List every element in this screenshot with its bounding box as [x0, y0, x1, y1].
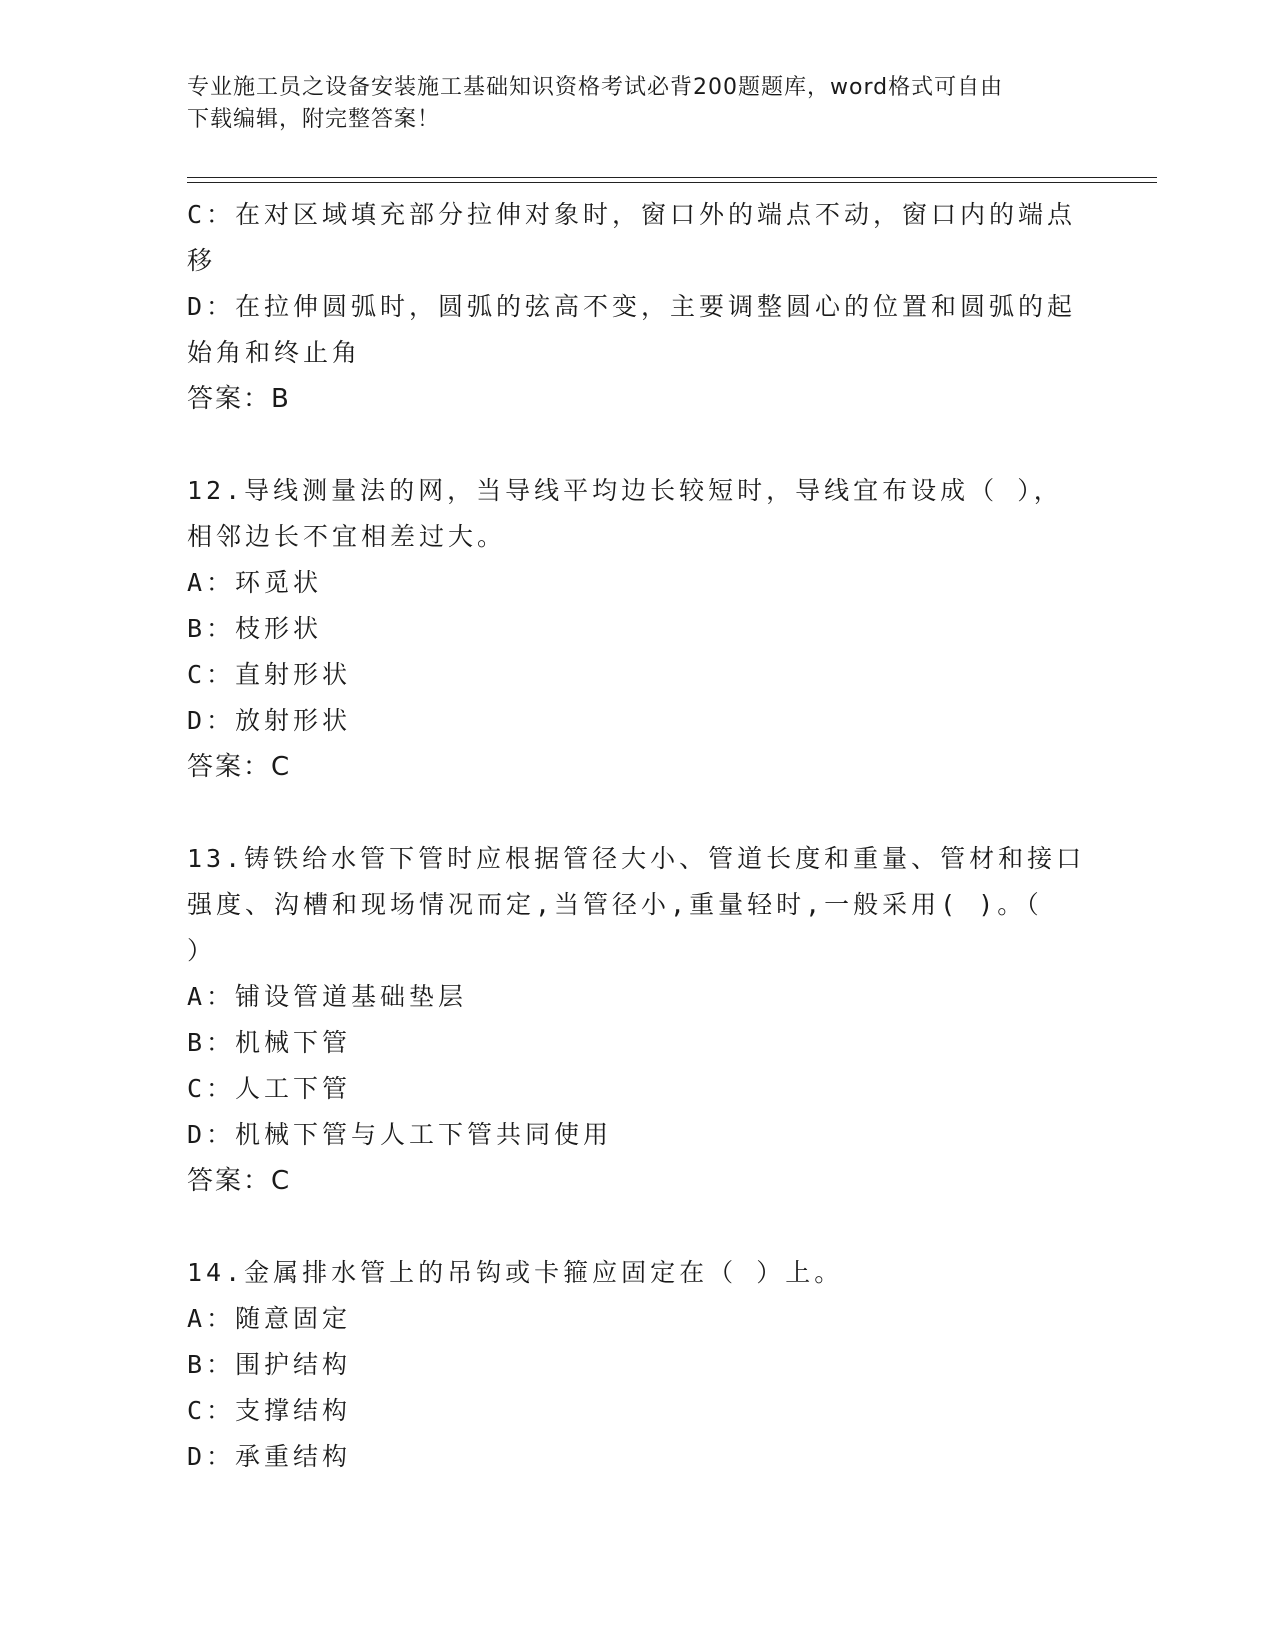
- answer-13: 答案：C: [187, 1166, 292, 1196]
- question-14-stem-line-1: 14.金属排水管上的吊钩或卡箍应固定在（ ）上。: [187, 1258, 844, 1287]
- question-13: [187, 836, 1087, 1204]
- document-header: [187, 72, 1067, 136]
- question-14-option-c: C：支撑结构: [187, 1396, 352, 1425]
- question-13-stem-line-2: 强度、沟槽和现场情况而定,当管径小,重量轻时,一般采用( )。（: [187, 890, 1043, 919]
- question-13-stem-line-3: ）: [187, 936, 217, 965]
- question-12-option-a: A：环觅状: [187, 568, 323, 597]
- answer-12: 答案：C: [187, 752, 292, 782]
- header-rule-bottom: [187, 182, 1157, 183]
- option-d-line-2: 始角和终止角: [187, 338, 362, 367]
- question-12-option-d: D：放射形状: [187, 706, 352, 735]
- question-12: [187, 468, 1087, 790]
- question-14-option-d: D：承重结构: [187, 1442, 352, 1471]
- question-14-option-b: B：围护结构: [187, 1350, 352, 1379]
- question-12-stem-line-1: 12.导线测量法的网，当导线平均边长较短时，导线宜布设成（ ），: [187, 476, 1063, 505]
- header-rule-top: [187, 177, 1157, 178]
- question-11-continued: [187, 192, 1087, 422]
- question-14-option-a: A：随意固定: [187, 1304, 352, 1333]
- answer-11: 答案：B: [187, 384, 291, 414]
- question-12-option-c: C：直射形状: [187, 660, 352, 689]
- spacer: [187, 1204, 1087, 1250]
- spacer: [187, 422, 1087, 468]
- option-c-line-1: C：在对区域填充部分拉伸对象时，窗口外的端点不动，窗口内的端点: [187, 200, 1077, 229]
- question-12-stem-line-2: 相邻边长不宜相差过大。: [187, 522, 507, 551]
- spacer: [187, 790, 1087, 836]
- question-13-option-b: B：机械下管: [187, 1028, 352, 1057]
- option-c-line-2: 移: [187, 246, 217, 275]
- question-content: [187, 192, 1087, 1480]
- question-13-option-d: D：机械下管与人工下管共同使用: [187, 1120, 613, 1149]
- question-13-option-a: A：铺设管道基础垫层: [187, 982, 468, 1011]
- question-12-option-b: B：枝形状: [187, 614, 323, 643]
- option-d-line-1: D：在拉伸圆弧时，圆弧的弦高不变，主要调整圆心的位置和圆弧的起: [187, 292, 1077, 321]
- header-line-1: 专业施工员之设备安装施工基础知识资格考试必背200题题库，word格式可自由: [187, 75, 1004, 100]
- header-line-2: 下载编辑，附完整答案！: [187, 107, 441, 132]
- question-13-stem-line-1: 13.铸铁给水管下管时应根据管径大小、管道长度和重量、管材和接口: [187, 844, 1086, 873]
- question-14: [187, 1250, 1087, 1480]
- question-13-option-c: C：人工下管: [187, 1074, 352, 1103]
